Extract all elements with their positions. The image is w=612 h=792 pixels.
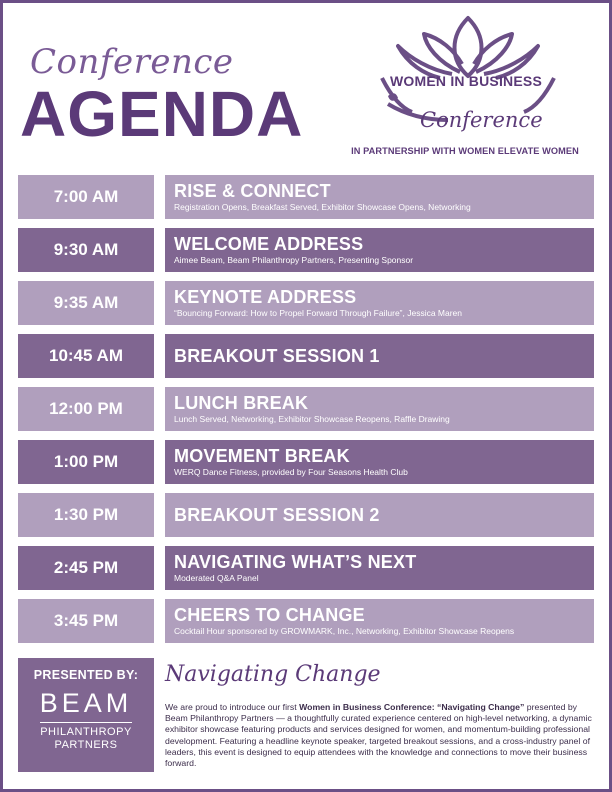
sponsor-box (18, 658, 154, 772)
agenda-event-title: KEYNOTE ADDRESS (174, 287, 357, 307)
agenda-time: 3:45 PM (18, 599, 154, 643)
agenda-event-subtitle: Moderated Q&A Panel (174, 573, 259, 583)
sponsor-divider (40, 722, 132, 723)
agenda-time: 7:00 AM (18, 175, 154, 219)
agenda-event-subtitle: Registration Opens, Breakfast Served, Exhibitor Showcase Opens, Networking (174, 202, 471, 212)
agenda-row (18, 175, 594, 219)
agenda-event-title: WELCOME ADDRESS (174, 234, 364, 254)
agenda-time: 1:30 PM (18, 493, 154, 537)
agenda-event-title: RISE & CONNECT (174, 181, 331, 201)
agenda-event (165, 387, 594, 431)
sponsor-sub-2: PARTNERS (54, 739, 118, 751)
logo-line-1: WOMEN IN BUSINESS (390, 73, 542, 89)
agenda-event-subtitle: “Bouncing Forward: How to Propel Forward Through Failure”, Jessica Maren (174, 308, 463, 318)
agenda-row (18, 281, 594, 325)
agenda-event-subtitle: Aimee Beam, Beam Philanthropy Partners, Presenting Sponsor (174, 255, 414, 265)
agenda-time: 2:45 PM (18, 546, 154, 590)
agenda-time: 9:30 AM (18, 228, 154, 272)
agenda-event-title: BREAKOUT SESSION 2 (174, 504, 380, 525)
about-title: Navigating Change (165, 662, 381, 687)
partnership-line: IN PARTNERSHIP WITH WOMEN ELEVATE WOMEN (351, 146, 579, 156)
agenda-event (165, 228, 594, 272)
agenda-event-subtitle: Cocktail Hour sponsored by GROWMARK, Inc., Networking, Exhibitor Showcase Reopens (174, 626, 515, 636)
agenda-row (18, 334, 594, 378)
agenda-event (165, 175, 594, 219)
about-intro: We are proud to introduce our first (165, 702, 300, 712)
presented-by-label: PRESENTED BY: (33, 668, 139, 682)
agenda-event-title: MOVEMENT BREAK (174, 446, 350, 466)
agenda-event (165, 546, 594, 590)
agenda-time: 1:00 PM (18, 440, 154, 484)
agenda-event (165, 440, 594, 484)
agenda-row (18, 599, 594, 643)
agenda-row (18, 546, 594, 590)
agenda-event-title: NAVIGATING WHAT’S NEXT (174, 552, 417, 572)
logo-line-2: Conference (420, 108, 543, 132)
about-emphasis: Women in Business Conference: “Navigating Change” (299, 702, 525, 712)
agenda-event (165, 493, 594, 537)
agenda-event-title: CHEERS TO CHANGE (174, 605, 365, 625)
agenda-event-title: BREAKOUT SESSION 1 (174, 345, 380, 366)
agenda-event-title: LUNCH BREAK (174, 393, 309, 413)
sponsor-name: BEAM (39, 688, 133, 718)
sponsor-sub-1: PHILANTHROPY (40, 726, 132, 738)
agenda-event (165, 281, 594, 325)
agenda-row (18, 387, 594, 431)
about-body: presented by Beam Philanthropy Partners — a thoughtfully curated experience centered on high-level networking, a dynamic exhibitor showcase featuring products and services designed for women, and momentum-building professional development. Featuring a headline keynote speaker, targeted breakout sessions, and a cross-industry panel of leaders, this event is designed to equip attendees with the knowledge and connections to move their business forward. (165, 702, 592, 769)
agenda-event-subtitle: WERQ Dance Fitness, provided by Four Seasons Health Club (174, 467, 408, 477)
agenda-time: 12:00 PM (18, 387, 154, 431)
conference-script-title: Conference (30, 42, 234, 82)
agenda-event (165, 334, 594, 378)
about-description (165, 702, 597, 769)
agenda-row (18, 440, 594, 484)
agenda-event (165, 599, 594, 643)
agenda-row (18, 493, 594, 537)
agenda-event-subtitle: Lunch Served, Networking, Exhibitor Showcase Reopens, Raffle Drawing (174, 414, 450, 424)
agenda-time: 9:35 AM (18, 281, 154, 325)
agenda-row (18, 228, 594, 272)
page-title: AGENDA (20, 78, 304, 150)
agenda-time: 10:45 AM (18, 334, 154, 378)
